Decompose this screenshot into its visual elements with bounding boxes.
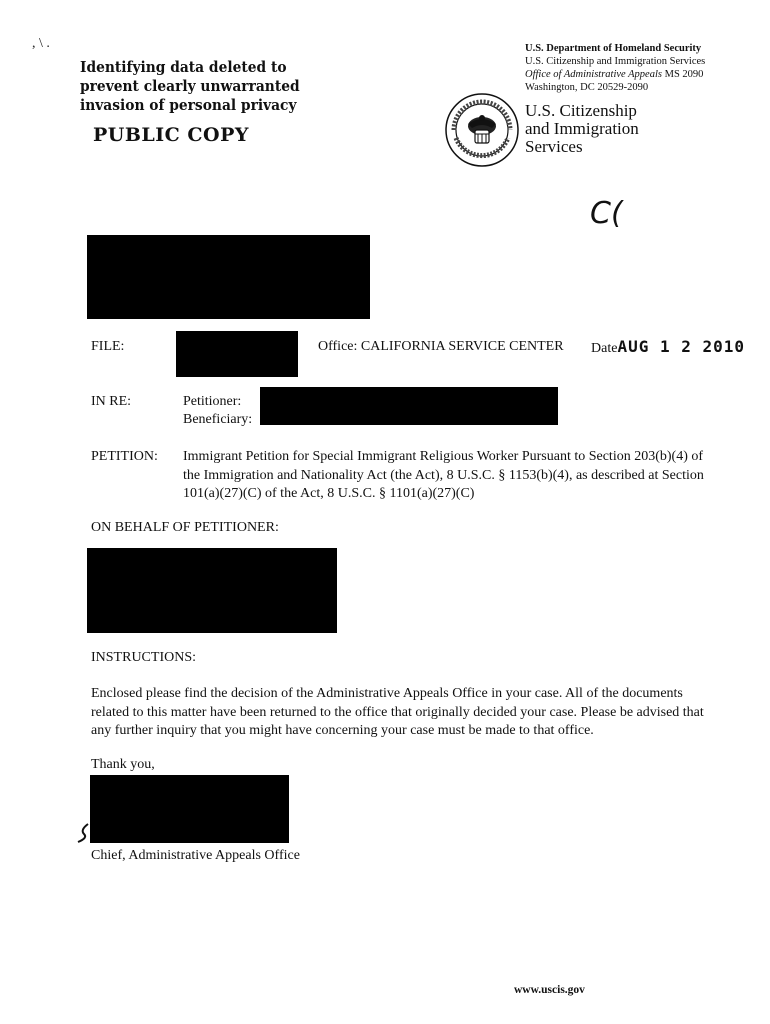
instructions-text: [91, 685, 731, 741]
stamp-line-2: prevent clearly unwarranted: [80, 77, 300, 95]
instructions-label: INSTRUCTIONS:: [91, 650, 197, 665]
petition-line-3: 101(a)(27)(C) of the Act, 8 U.S.C. § 1101(a)(27)(C): [183, 486, 475, 501]
agency-name-line-2: and Immigration: [525, 119, 639, 138]
city-address: Washington, DC 20529-2090: [525, 82, 649, 93]
mailstop: MS 2090: [661, 69, 704, 80]
petition-line-1: Immigrant Petition for Special Immigrant Religious Worker Pursuant to Section 203(b)(4) of: [183, 449, 704, 464]
date-label: Date: [591, 341, 618, 356]
instructions-line-3: any further inquiry that you might have concerning your case must be made to that office.: [91, 723, 594, 738]
agency-address: [525, 42, 705, 94]
office-field: [318, 338, 564, 356]
date-stamp: AUG 1 2 2010: [617, 337, 746, 356]
privacy-stamp: [80, 58, 301, 115]
handwritten-mark: C(: [590, 196, 623, 231]
redaction-block-signature: [90, 775, 289, 843]
petition-label: PETITION:: [91, 449, 158, 464]
signature-mark-icon: [76, 822, 92, 844]
instructions-line-1: Enclosed please find the decision of the Administrative Appeals Office in your case. All of the documents: [91, 686, 683, 701]
closing-text: Thank you,: [91, 757, 155, 772]
on-behalf-label: ON BEHALF OF PETITIONER:: [91, 520, 279, 535]
redaction-block-parties: [260, 387, 558, 425]
petition-line-2: the Immigration and Nationality Act (the Act), 8 U.S.C. § 1153(b)(4), as described at Section: [183, 467, 704, 483]
stamp-line-3: invasion of personal privacy: [80, 96, 297, 114]
redaction-block-address: [87, 235, 370, 319]
subagency-name: U.S. Citizenship and Immigration Services: [525, 56, 706, 67]
office-value: CALIFORNIA SERVICE CENTER: [360, 339, 564, 354]
petition-text: [183, 448, 723, 504]
dhs-seal-icon: [444, 92, 520, 168]
public-copy-stamp: PUBLIC COPY: [93, 124, 249, 146]
agency-name: [525, 102, 639, 156]
date-field: [591, 338, 745, 358]
in-re-label: IN RE:: [91, 394, 132, 409]
petitioner-label: Petitioner:: [183, 394, 242, 409]
footer-url: www.uscis.gov: [514, 984, 585, 996]
agency-name-line-3: Services: [525, 137, 583, 156]
file-label: FILE:: [91, 339, 125, 354]
office-label: Office:: [318, 339, 358, 354]
signature-title: Chief, Administrative Appeals Office: [91, 848, 300, 863]
department-name: U.S. Department of Homeland Security: [525, 43, 702, 54]
redaction-block-file: [176, 331, 298, 377]
beneficiary-label: Beneficiary:: [183, 412, 253, 427]
agency-name-line-1: U.S. Citizenship: [525, 101, 637, 120]
scan-marks: , \ .: [32, 36, 50, 51]
redaction-block-representative: [87, 548, 337, 633]
instructions-line-2: related to this matter have been returned to the office that originally decided your case. Please be advised that: [91, 704, 704, 720]
office-name: Office of Administrative Appeals: [525, 69, 662, 80]
stamp-line-1: Identifying data deleted to: [80, 58, 287, 76]
